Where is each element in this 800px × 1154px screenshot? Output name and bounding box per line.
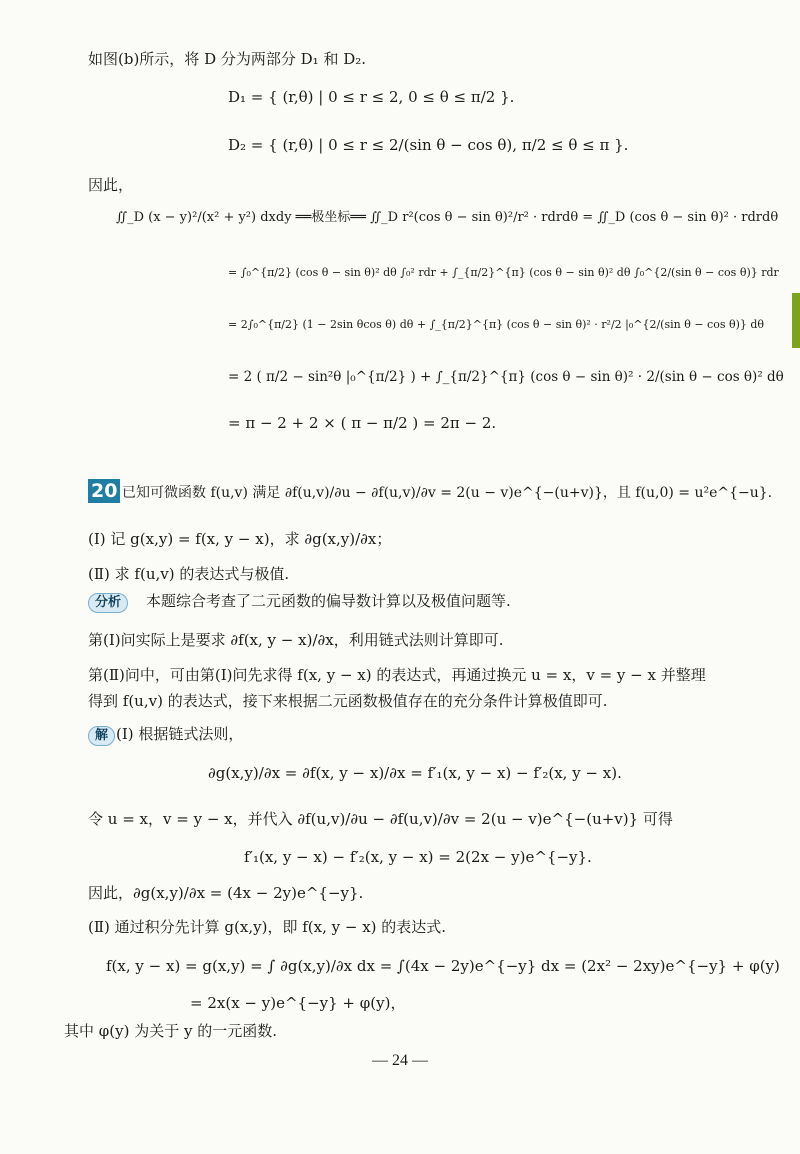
- text-line-l16: 得到 f(u,v) 的表达式，接下来根据二元函数极值存在的充分条件计算极值即可.: [88, 692, 608, 710]
- text-line-l12: (Ⅱ) 求 f(u,v) 的表达式与极值.: [88, 565, 290, 583]
- text-line-l13: 本题综合考查了二元函数的偏导数计算以及极值问题等.: [146, 592, 511, 610]
- problem-number-badge: 20: [88, 479, 124, 503]
- text-line-l08: = 2 ( π/2 − sin²θ |₀^{π/2} ) + ∫_{π/2}^{π} (cos θ − sin θ)² · 2/(sin θ − cos θ)² dθ: [228, 369, 784, 385]
- text-line-l22: (Ⅱ) 通过积分先计算 g(x,y)，即 f(x, y − x) 的表达式.: [88, 918, 447, 936]
- text-line-l18: ∂g(x,y)/∂x = ∂f(x, y − x)/∂x = f′₁(x, y − x) − f′₂(x, y − x).: [208, 764, 622, 782]
- text-line-l11: (Ⅰ) 记 g(x,y) = f(x, y − x)，求 ∂g(x,y)/∂x；: [88, 530, 392, 548]
- text-line-l07: = 2∫₀^{π/2} (1 − 2sin θcos θ) dθ + ∫_{π/2}^{π} (cos θ − sin θ)² · r²/2 |₀^{2/(sin θ − cos θ)} dθ: [228, 318, 765, 331]
- solution-tag: 解: [88, 723, 121, 746]
- text-line-l15: 第(Ⅱ)问中，可由第(Ⅰ)问先求得 f(x, y − x) 的表达式，再通过换元 u = x，v = y − x 并整理: [88, 666, 706, 684]
- text-line-l14: 第(Ⅰ)问实际上是要求 ∂f(x, y − x)/∂x，利用链式法则计算即可.: [88, 631, 504, 649]
- text-line-l17: (Ⅰ) 根据链式法则，: [116, 725, 244, 743]
- edge-color-tab: [792, 293, 800, 348]
- text-line-l10: 已知可微函数 f(u,v) 满足 ∂f(u,v)/∂u − ∂f(u,v)/∂v = 2(u − v)e^{−(u+v)}，且 f(u,0) = u²e^{−u}.: [122, 485, 773, 501]
- text-line-l20: f′₁(x, y − x) − f′₂(x, y − x) = 2(2x − y)e^{−y}.: [244, 848, 592, 866]
- text-line-l23: f(x, y − x) = g(x,y) = ∫ ∂g(x,y)/∂x dx = ∫(4x − 2y)e^{−y} dx = (2x² − 2xy)e^{−y} + φ(y): [106, 957, 780, 975]
- text-line-l05: ∬_D (x − y)²/(x² + y²) dxdy ══极坐标══ ∬_D r²(cos θ − sin θ)²/r² · rdrdθ = ∬_D (cos θ − sin θ)² · rdrdθ: [116, 210, 779, 225]
- text-line-l21: 因此，∂g(x,y)/∂x = (4x − 2y)e^{−y}.: [88, 884, 364, 902]
- analysis-tag: 分析: [88, 590, 134, 613]
- text-line-l09: = π − 2 + 2 × ( π − π/2 ) = 2π − 2.: [228, 414, 497, 432]
- text-line-l02: D₁ = { (r,θ) | 0 ≤ r ≤ 2, 0 ≤ θ ≤ π/2 }.: [228, 88, 515, 106]
- text-line-l03: D₂ = { (r,θ) | 0 ≤ r ≤ 2/(sin θ − cos θ), π/2 ≤ θ ≤ π }.: [228, 136, 629, 154]
- page-number: — 24 —: [372, 1052, 428, 1069]
- text-line-l19: 令 u = x，v = y − x，并代入 ∂f(u,v)/∂u − ∂f(u,v)/∂v = 2(u − v)e^{−(u+v)} 可得: [88, 810, 673, 828]
- text-line-l24: = 2x(x − y)e^{−y} + φ(y)，: [190, 994, 406, 1012]
- text-line-l01: 如图(b)所示，将 D 分为两部分 D₁ 和 D₂.: [88, 50, 367, 68]
- text-line-l25: 其中 φ(y) 为关于 y 的一元函数.: [64, 1022, 277, 1040]
- text-line-l04: 因此，: [88, 176, 134, 194]
- text-line-l06: = ∫₀^{π/2} (cos θ − sin θ)² dθ ∫₀² rdr + ∫_{π/2}^{π} (cos θ − sin θ)² dθ ∫₀^{2/(sin θ − cos θ)} rdr: [228, 266, 779, 279]
